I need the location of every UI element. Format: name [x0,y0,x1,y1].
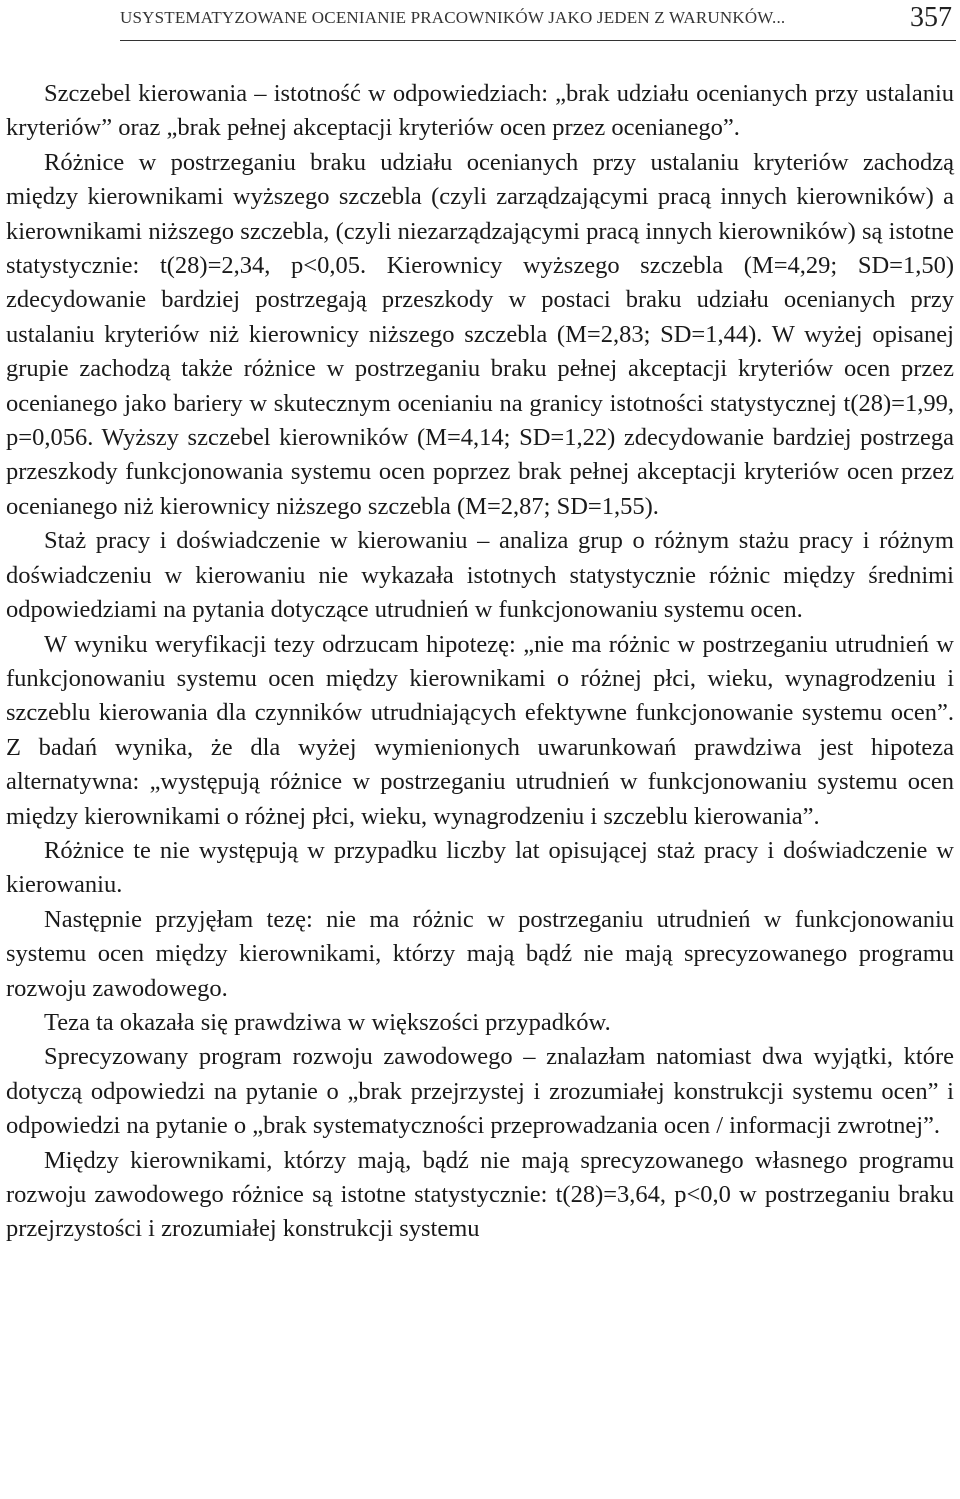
paragraph-development-program: Sprecyzowany program rozwoju zawodowego – znalazłam natomiast dwa wyjątki, które dotyczą odpowiedzi na pytanie o „brak przejrzystej i zrozumiałej konstrukcji systemu ocen” i odpowiedzi na pytanie o „brak systematyczności przeprowadzania ocen / informacji zwrotnej”. [6,1043,954,1140]
running-header [120,2,956,41]
paragraph-no-differences-seniority: Różnice te nie występują w przypadku liczby lat opisującej staż pracy i doświadczenie w kierowaniu. [6,836,954,899]
paragraph-thesis-true: Teza ta okazała się prawdziwa w większości przypadków. [44,1008,611,1036]
paragraph-next-thesis: Następnie przyjęłam tezę: nie ma różnic w postrzeganiu utrudnień w funkcjonowaniu systemu ocen między kierownikami, którzy mają bądź nie mają sprecyzowanego programu rozwoju zawodowego. [6,905,954,1002]
paragraph-management-level-heading: Szczebel kierowania – istotność w odpowiedziach: „brak udziału ocenianych przy ustalaniu kryteriów” oraz „brak pełnej akceptacji kryteriów ocen przez ocenianego”. [6,80,954,142]
page-number: 357 [910,2,952,33]
paragraph-hypothesis-verification: W wyniku weryfikacji tezy odrzucam hipotezę: „nie ma różnic w postrzeganiu utrudnień w funkcjonowaniu systemu ocen między kierownikami o różnej płci, wieku, wynagrodzeniu i szczeblu kierowania dla czynników utrudniających efektywne funkcjonowanie systemu ocen”. Z badań wynika, że dla wyżej wymienionych uwarunkowań prawdziwa jest hipoteza alternatywna: „występują różnice w postrzeganiu utrudnień w funkcjonowaniu systemu ocen między kierownikami o różnej płci, wieku, wynagrodzeniu i szczeblu kierowania”. [6,630,954,830]
running-title: USYSTEMATYZOWANE OCENIANIE PRACOWNIKÓW JAKO JEDEN Z WARUNKÓW... [120,8,786,27]
paragraph-managers-differences: Między kierownikami, którzy mają, bądź nie mają sprecyzowanego własnego programu rozwoju zawodowego różnice są istotne statystycznie: t(28)=3,64, p<0,0 w postrzeganiu braku przejrzystości i zrozumiałej konstrukcji systemu [6,1146,954,1243]
paragraph-management-level-differences: Różnice w postrzeganiu braku udziału ocenianych przy ustalaniu kryteriów zachodzą między kierownikami wyższego szczebla (czyli zarządzającymi pracą innych kierowników) a kierownikami niższego szczebla, (czyli niezarządzającymi pracą innych kierowników) są istotne statystycznie: t(28)=2,34, p<0,05. Kierownicy wyższego szczebla (M=4,29; SD=1,50) zdecydowanie bardziej postrzegają przeszkody w postaci braku udziału ocenianych przy ustalaniu kryteriów niż kierownicy niższego szczebla (M=2,83; SD=1,44). W wyżej opisanej grupie zachodzą także różnice w postrzeganiu braku pełnej akceptacji kryteriów ocen przez ocenianego jako bariery w skutecznym ocenianiu na granicy istotności statystycznej t(28)=1,99, p=0,056. Wyższy szczebel kierowników (M=4,14; SD=1,22) zdecydowanie bardziej postrzega przeszkody funkcjonowania systemu ocen poprzez brak pełnej akceptacji kryteriów ocen przez ocenianego niż kierownicy niższego szczebla (M=2,87; SD=1,55). [6,148,954,520]
paragraph-seniority-experience: Staż pracy i doświadczenie w kierowaniu – analiza grup o różnym stażu pracy i różnym doświadczeniu w kierowaniu nie wykazała istotnych statystycznie różnic między średnimi odpowiedziami na pytania dotyczące utrudnień w funkcjonowaniu systemu ocen. [6,527,954,624]
body-text [6,77,954,1247]
